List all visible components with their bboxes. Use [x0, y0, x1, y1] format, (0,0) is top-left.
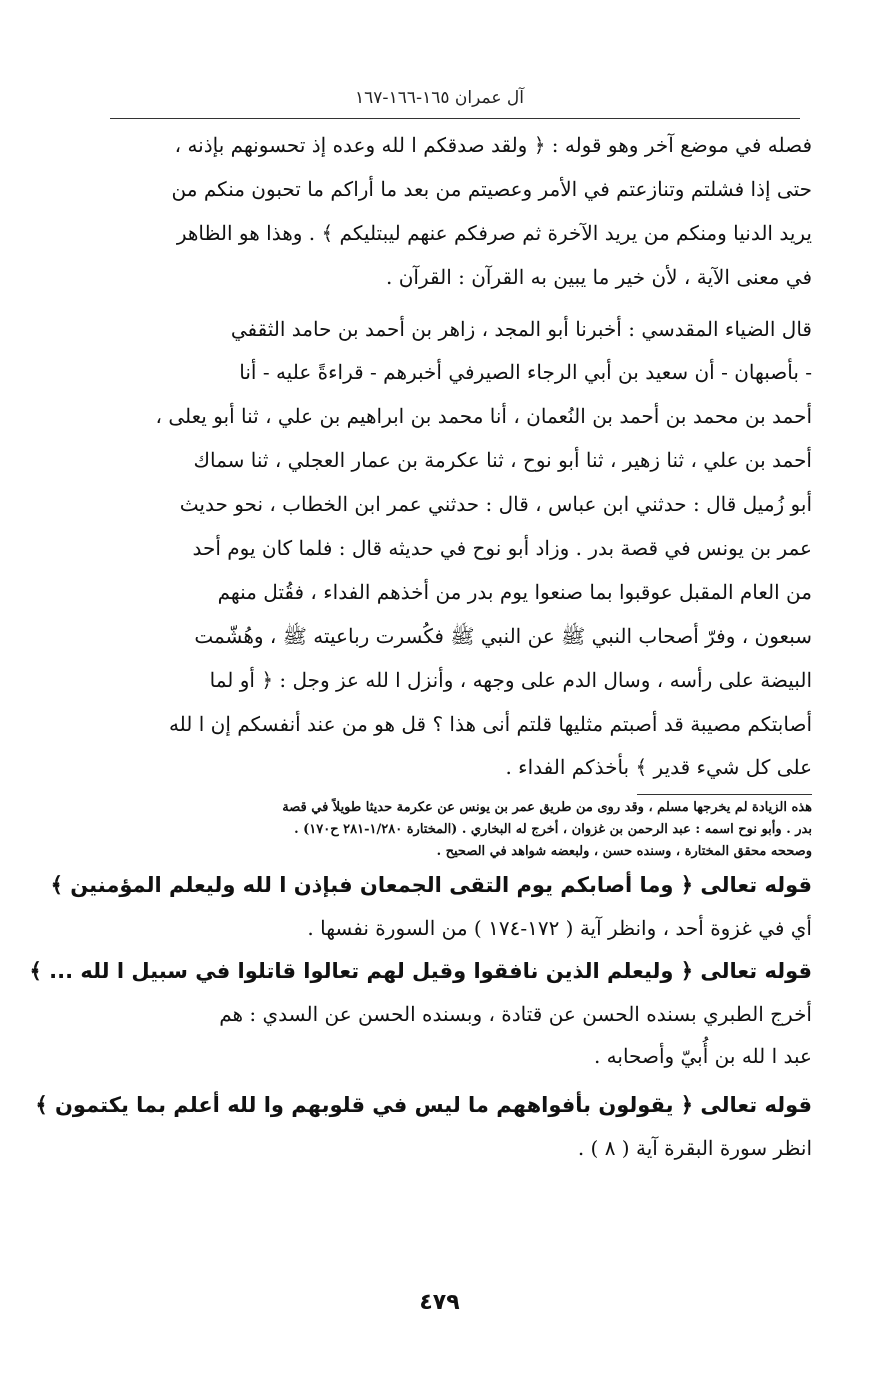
text-line: في معنى الآية ، لأن خير ما يبين به القرآن : القرآن .	[386, 264, 812, 289]
page-body	[29, 124, 812, 1169]
section-1	[50, 863, 812, 949]
section-text: عبد ا لله بن أُبيّ وأصحابه .	[593, 1044, 812, 1069]
text-line: حتى إذا فشلتم وتنازعتم في الأمر وعصيتم من بعد ما أراكم ما تحبون منكم من	[171, 176, 812, 201]
section-heading: قوله تعالى ﴿ يقولون بأفواههم ما ليس في قلوبهم وا لله أعلم بما يكتمون ﴾	[35, 1093, 812, 1118]
text-line: يريد الدنيا ومنكم من يريد الآخرة ثم صرفكم عنهم ليبتليكم ﴾ . وهذا هو الظاهر	[176, 220, 812, 245]
footnote-line: بدر . وأبو نوح اسمه : عبد الرحمن بن غزوان ، أخرج له البخاري . (المختارة ١/٢٨٠-٢٨١ ح١٧٠) .	[294, 822, 812, 838]
text-line: سبعون ، وفرّ أصحاب النبي ﷺ عن النبي ﷺ فكُسرت رباعيته ﷺ ، وهُشّمت	[194, 623, 812, 648]
text-line: قال الضياء المقدسي : أخبرنا أبو المجد ، زاهر بن أحمد بن حامد الثقفي	[230, 316, 812, 341]
footnote-line: وصححه محقق المختارة ، وسنده حسن ، ولبعضه شواهد في الصحيح .	[436, 844, 812, 860]
header-rule	[110, 118, 800, 119]
text-line: أبو زُميل قال : حدثني ابن عباس ، قال : حدثني عمر ابن الخطاب ، نحو حديث	[179, 492, 812, 517]
paragraph-2	[108, 308, 812, 791]
section-text: أخرج الطبري بسنده الحسن عن قتادة ، وبسنده الحسن عن السدي : هم	[219, 1002, 812, 1027]
text-line: - بأصبهان - أن سعيد بن أبي الرجاء الصيرفي أخبرهم - قراءةً عليه - أنا	[239, 360, 812, 385]
section-3	[35, 1083, 812, 1169]
running-head: آل عمران ١٦٥-١٦٦-١٦٧	[355, 88, 524, 108]
text-line: على كل شيء قدير ﴾ بأخذكم الفداء .	[505, 755, 812, 780]
text-line: البيضة على رأسه ، وسال الدم على وجهه ، وأنزل ا لله عز وجل : ﴿ أو لما	[209, 667, 812, 692]
text-line: من العام المقبل عوقبوا بما صنعوا يوم بدر من أخذهم الفداء ، فقُتل منهم	[217, 579, 812, 604]
text-line: فصله في موضع آخر وهو قوله : ﴿ ولقد صدقكم ا لله وعده إذ تحسونهم بإذنه ،	[174, 133, 812, 157]
section-text: أي في غزوة أحد ، وانظر آية ( ١٧٢-١٧٤ ) من السورة نفسها .	[307, 916, 812, 941]
page-number: ٤٧٩	[419, 1290, 460, 1315]
section-2	[29, 949, 812, 1077]
text-line: أحمد بن محمد بن أحمد بن النُعمان ، أنا محمد بن ابراهيم بن علي ، ثنا أبو يعلى ،	[155, 404, 812, 429]
footnote-line: هذه الزيادة لم يخرجها مسلم ، وقد روى من طريق عمر بن يونس عن عكرمة حديثا طويلاً في قصة	[282, 800, 812, 816]
section-heading: قوله تعالى ﴿ وما أصابكم يوم التقى الجمعان فبإذن ا لله وليعلم المؤمنين ﴾	[50, 873, 812, 898]
section-text: انظر سورة البقرة آية ( ٨ ) .	[577, 1136, 812, 1161]
footnote	[108, 797, 812, 863]
footnote-rule	[637, 794, 812, 795]
text-line: عمر بن يونس في قصة بدر . وزاد أبو نوح في حديثه قال : فلما كان يوم أحد	[192, 536, 812, 561]
paragraph-1	[108, 124, 812, 300]
section-heading: قوله تعالى ﴿ وليعلم الذين نافقوا وقيل لهم تعالوا قاتلوا في سبيل ا لله ... ﴾	[29, 959, 812, 984]
text-line: أصابتكم مصيبة قد أصبتم مثليها قلتم أنى هذا ؟ قل هو من عند أنفسكم إن ا لله	[168, 711, 812, 736]
text-line: أحمد بن علي ، ثنا زهير ، ثنا أبو نوح ، ثنا عكرمة بن عمار العجلي ، ثنا سماك	[193, 448, 812, 473]
